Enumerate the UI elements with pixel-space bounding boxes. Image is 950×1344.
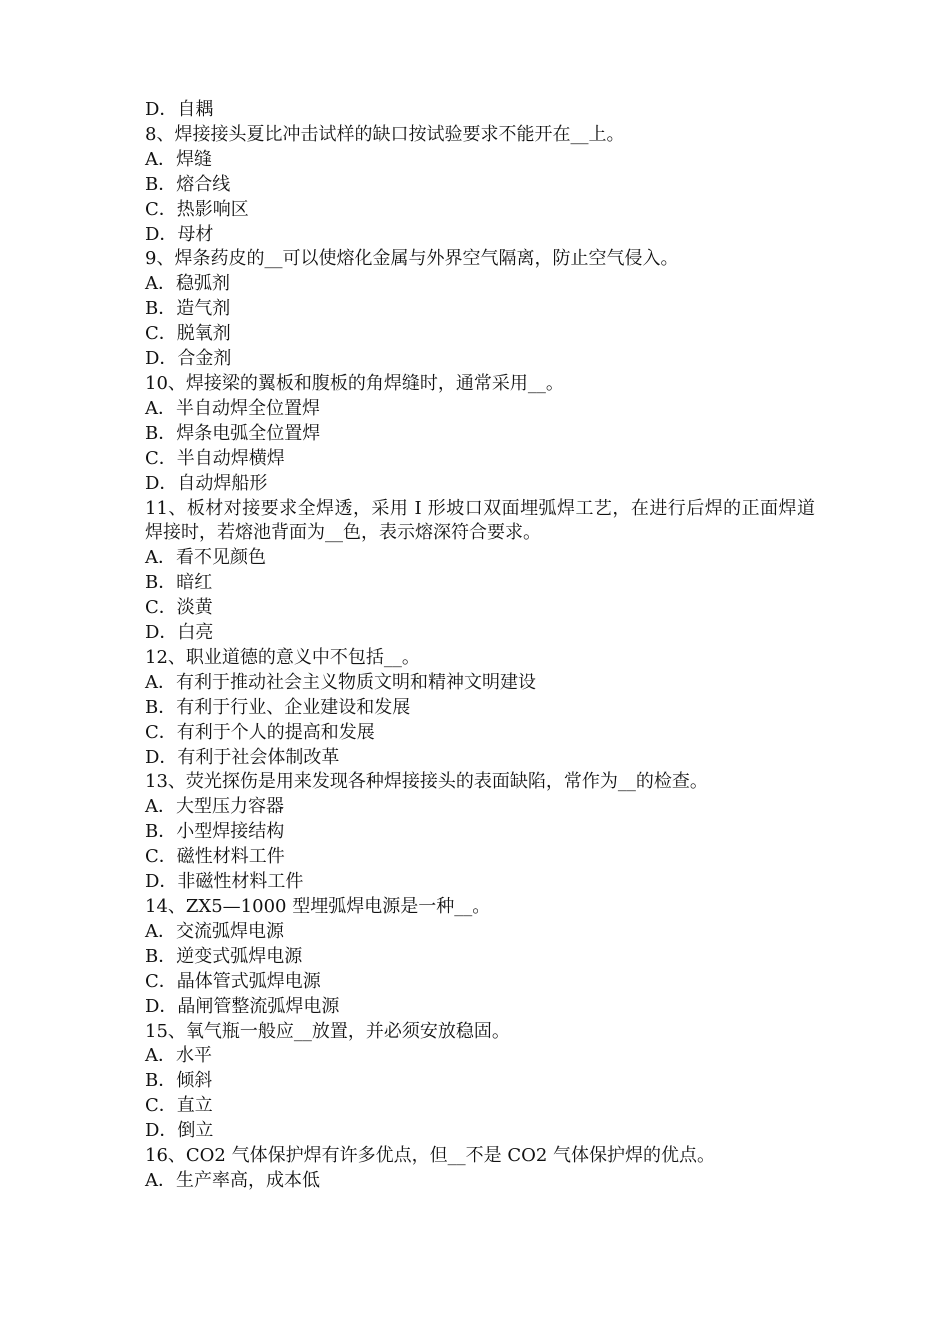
option-text: A．焊缝 bbox=[145, 148, 212, 170]
question-text: 9、焊条药皮的__可以使熔化金属与外界空气隔离，防止空气侵入。 bbox=[145, 248, 679, 270]
question-text: 14、ZX5—1000 型埋弧焊电源是一种__。 bbox=[145, 896, 491, 917]
option-text: A．交流弧焊电源 bbox=[145, 920, 284, 942]
option-text: C．直立 bbox=[145, 1095, 213, 1117]
option-text: D．母材 bbox=[145, 223, 214, 245]
option-text: A．看不见颜色 bbox=[145, 547, 266, 569]
option-text: A．稳弧剂 bbox=[145, 273, 230, 295]
option-text: C．淡黄 bbox=[145, 597, 213, 619]
option-text: B．暗红 bbox=[145, 572, 213, 594]
option-text: D．自耦 bbox=[145, 99, 214, 120]
option-text: B．有利于行业、企业建设和发展 bbox=[145, 696, 411, 718]
option-text: A．半自动焊全位置焊 bbox=[145, 397, 320, 419]
option-text: B．逆变式弧焊电源 bbox=[145, 945, 303, 967]
question-text: 10、焊接梁的翼板和腹板的角焊缝时，通常采用__。 bbox=[145, 372, 564, 394]
option-text: C．半自动焊横焊 bbox=[145, 447, 285, 469]
option-text: D．白亮 bbox=[145, 622, 214, 644]
option-text: D．合金剂 bbox=[145, 348, 232, 370]
option-text: D．晶闸管整流弧焊电源 bbox=[145, 995, 340, 1017]
option-text: C．晶体管式弧焊电源 bbox=[145, 970, 321, 992]
question-text: 8、焊接接头夏比冲击试样的缺口按试验要求不能开在__上。 bbox=[145, 123, 625, 145]
question-text: 13、荧光探伤是用来发现各种焊接接头的表面缺陷，常作为__的检查。 bbox=[145, 771, 708, 793]
document-body bbox=[145, 98, 815, 1194]
option-text: B．小型焊接结构 bbox=[145, 821, 285, 843]
option-text: A．大型压力容器 bbox=[145, 796, 284, 818]
option-text: C．磁性材料工件 bbox=[145, 846, 285, 868]
question-text: 12、职业道德的意义中不包括__。 bbox=[145, 646, 420, 668]
option-text: D．有利于社会体制改革 bbox=[145, 746, 340, 768]
question-text: 15、氧气瓶一般应__放置，并必须安放稳固。 bbox=[145, 1020, 510, 1042]
option-text: A．有利于推动社会主义物质文明和精神文明建设 bbox=[145, 671, 536, 693]
option-text: A．生产率高，成本低 bbox=[145, 1169, 320, 1191]
option-text: B．倾斜 bbox=[145, 1070, 213, 1092]
question-text: 11、板材对接要求全焊透，采用 I 形坡口双面埋弧焊工艺，在进行后焊的正面焊道焊接时，若熔池背面为__色，表示熔深符合要求。 bbox=[145, 497, 815, 544]
option-text: B．焊条电弧全位置焊 bbox=[145, 422, 321, 444]
option-text: C．脱氧剂 bbox=[145, 323, 231, 345]
option-text: D．倒立 bbox=[145, 1120, 214, 1142]
option-text: B．熔合线 bbox=[145, 173, 231, 195]
option-text: C．有利于个人的提高和发展 bbox=[145, 721, 375, 743]
option-text: D．自动焊船形 bbox=[145, 472, 268, 494]
option-text: B．造气剂 bbox=[145, 298, 231, 320]
question-text: 16、CO2 气体保护焊有许多优点，但__不是 CO2 气体保护焊的优点。 bbox=[145, 1145, 716, 1167]
option-text: D．非磁性材料工件 bbox=[145, 871, 304, 893]
option-text: C．热影响区 bbox=[145, 198, 249, 220]
option-text: A．水平 bbox=[145, 1045, 212, 1067]
